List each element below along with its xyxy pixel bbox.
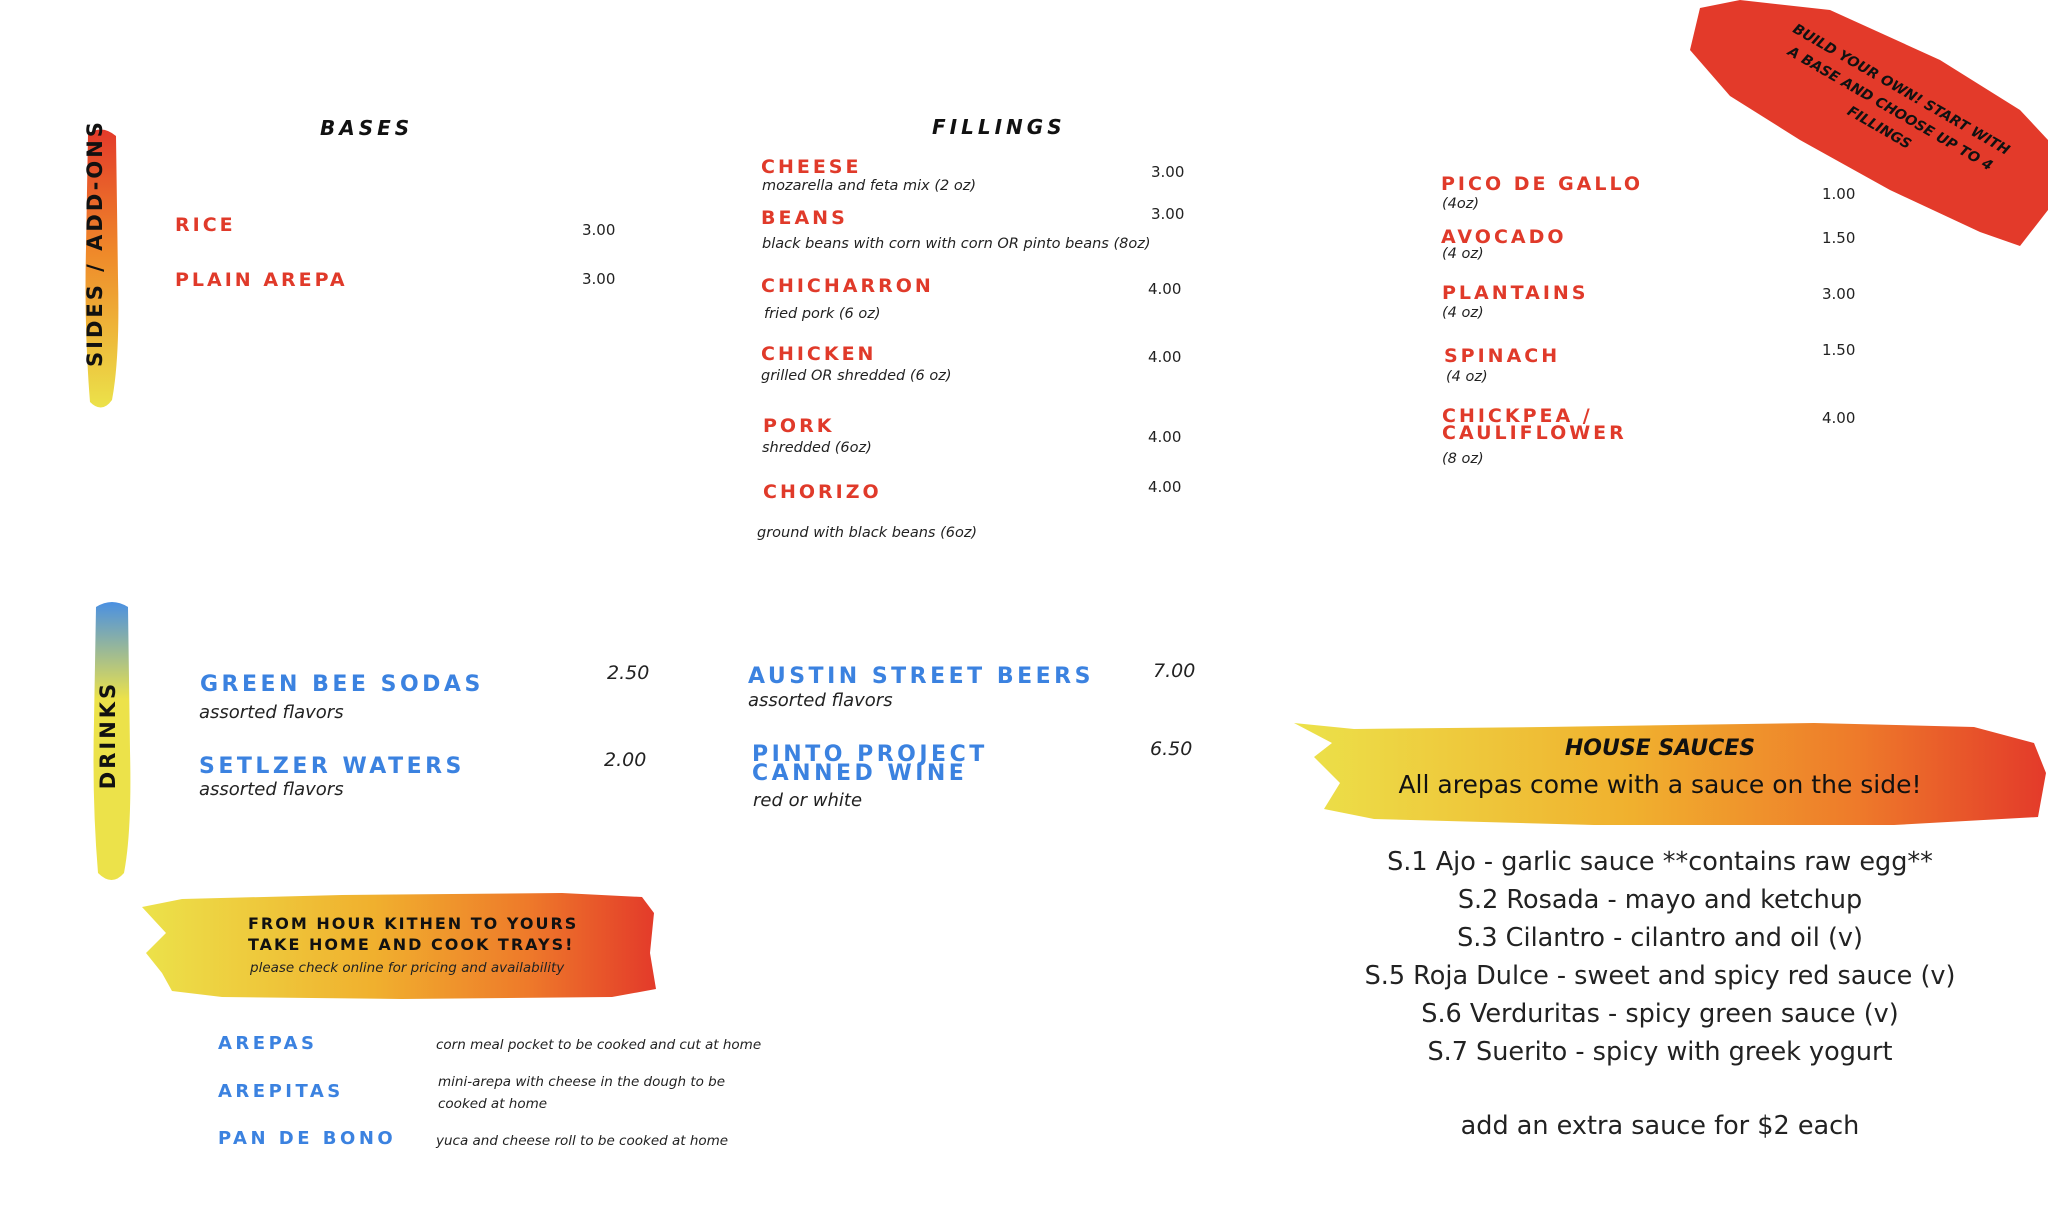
extra-item-name: PLANTAINS: [1442, 282, 1589, 304]
sauce-item: S.5 Roja Dulce - sweet and spicy red sauce (v): [1364, 961, 1956, 991]
build-your-own-banner: [1680, 0, 2048, 250]
extra-item-name: CAULIFLOWER: [1442, 422, 1627, 444]
drink-item-name: PINTO PROJECT: [752, 742, 988, 767]
drink-item-price: 2.00: [604, 749, 647, 771]
filling-item-price: 4.00: [1148, 478, 1182, 496]
extra-item-price: 1.50: [1822, 229, 1856, 247]
extra-item-price: 1.00: [1822, 185, 1856, 203]
tray-item-desc: corn meal pocket to be cooked and cut at home: [436, 1037, 762, 1053]
filling-item-desc: black beans with corn with corn OR pinto beans (8oz): [762, 236, 1151, 252]
filling-item-desc: ground with black beans (6oz): [757, 525, 978, 541]
base-item-name: PLAIN AREPA: [175, 269, 348, 291]
extra-item-desc: (8 oz): [1442, 451, 1484, 467]
drink-item-name: CANNED WINE: [752, 761, 968, 786]
filling-item-name: CHORIZO: [763, 481, 882, 503]
extra-item-desc: (4 oz): [1442, 246, 1484, 262]
trays-banner-title: FROM HOUR KITHEN TO YOURS: [248, 914, 579, 933]
drink-item-name: AUSTIN STREET BEERS: [748, 664, 1094, 689]
extra-item-name: PICO DE GALLO: [1441, 173, 1644, 195]
filling-item-price: 3.00: [1151, 205, 1185, 223]
tray-item-desc: yuca and cheese roll to be cooked at home: [436, 1133, 729, 1149]
tray-item-name: PAN DE BONO: [218, 1128, 397, 1149]
filling-item-name: CHICKEN: [761, 343, 877, 365]
drink-item-price: 7.00: [1153, 660, 1196, 682]
trays-banner-note: please check online for pricing and availability: [250, 960, 565, 976]
filling-item-desc: grilled OR shredded (6 oz): [761, 368, 952, 384]
sides-section-label: SIDES / ADD-ONS: [83, 119, 107, 367]
extra-sauce-note: add an extra sauce for $2 each: [1460, 1111, 1860, 1141]
tray-item-name: AREPITAS: [218, 1081, 344, 1102]
extra-item-desc: (4 oz): [1442, 305, 1484, 321]
base-item-name: RICE: [175, 214, 236, 236]
tray-item-name: AREPAS: [218, 1033, 318, 1054]
extra-item-price: 4.00: [1822, 409, 1856, 427]
extra-item-name: CHICKPEA /: [1442, 405, 1593, 427]
drink-item-desc: red or white: [753, 790, 863, 811]
sauce-item: S.1 Ajo - garlic sauce **contains raw egg**: [1387, 847, 1933, 877]
extra-item-name: AVOCADO: [1441, 226, 1567, 248]
filling-item-desc: mozarella and feta mix (2 oz): [762, 178, 976, 194]
filling-item-price: 4.00: [1148, 280, 1182, 298]
bases-heading: BASES: [320, 116, 414, 140]
extra-item-desc: (4 oz): [1446, 369, 1488, 385]
drink-item-desc: assorted flavors: [199, 779, 344, 800]
filling-item-name: CHICHARRON: [761, 275, 934, 297]
filling-item-name: PORK: [763, 415, 835, 437]
filling-item-desc: shredded (6oz): [762, 440, 872, 456]
drink-item-desc: assorted flavors: [748, 690, 893, 711]
tray-item-desc: cooked at home: [438, 1096, 548, 1112]
drink-item-desc: assorted flavors: [199, 702, 344, 723]
extra-item-desc: (4oz): [1442, 196, 1480, 212]
filling-item-name: CHEESE: [761, 156, 862, 178]
filling-item-name: BEANS: [761, 207, 848, 229]
fillings-heading: FILLINGS: [932, 115, 1066, 139]
extra-item-price: 3.00: [1822, 285, 1856, 303]
filling-item-desc: fried pork (6 oz): [764, 306, 881, 322]
base-item-price: 3.00: [582, 221, 616, 239]
sauce-item: S.2 Rosada - mayo and ketchup: [1457, 885, 1863, 915]
trays-banner-subtitle: TAKE HOME AND COOK TRAYS!: [248, 935, 575, 954]
base-item-price: 3.00: [582, 270, 616, 288]
house-sauces-subheading: All arepas come with a sauce on the side!: [1398, 770, 1922, 799]
extra-item-price: 1.50: [1822, 341, 1856, 359]
filling-item-price: 4.00: [1148, 348, 1182, 366]
tray-item-desc: mini-arepa with cheese in the dough to be: [438, 1074, 726, 1090]
filling-item-price: 3.00: [1151, 163, 1185, 181]
drink-item-name: SETLZER WATERS: [199, 754, 465, 779]
sauce-item: S.7 Suerito - spicy with greek yogurt: [1427, 1037, 1893, 1067]
drink-item-name: GREEN BEE SODAS: [200, 672, 484, 697]
drink-item-price: 2.50: [607, 662, 650, 684]
drinks-section-label: DRINKS: [96, 680, 120, 790]
banner-text: BUILD YOUR OWN! START WITH A BASE AND CHOOSE UP TO 4 FILLINGS: [1784, 21, 2013, 175]
sauce-item: S.3 Cilantro - cilantro and oil (v): [1457, 923, 1863, 953]
sauce-item: S.6 Verduritas - spicy green sauce (v): [1421, 999, 1899, 1029]
house-sauces-heading: HOUSE SAUCES: [1564, 736, 1756, 761]
sauce-list: [1340, 843, 1980, 1071]
filling-item-price: 4.00: [1148, 428, 1182, 446]
drink-item-price: 6.50: [1150, 738, 1193, 760]
extra-item-name: SPINACH: [1444, 345, 1561, 367]
